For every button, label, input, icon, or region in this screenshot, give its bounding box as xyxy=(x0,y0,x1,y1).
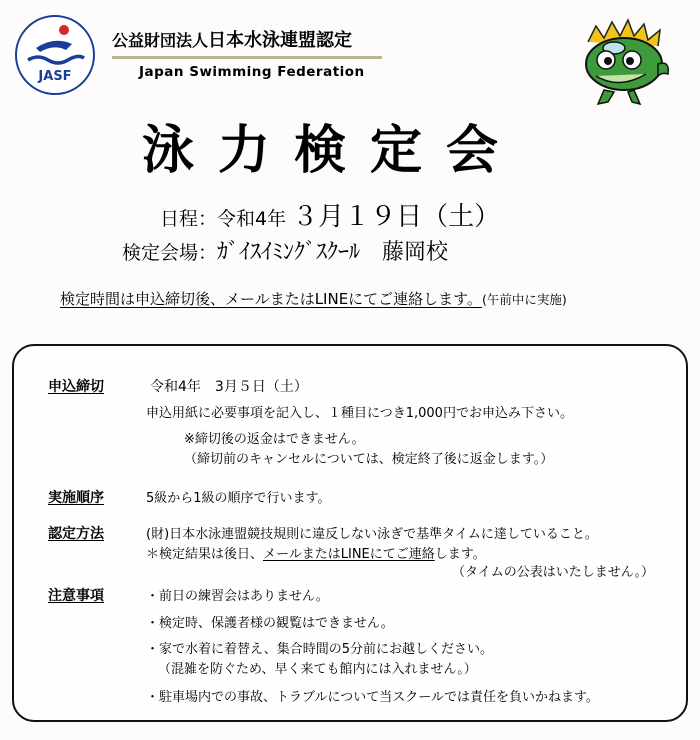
notice-note: (午前中に実施) xyxy=(481,292,567,307)
method-results-contact: メールまたはLINEにてご連絡 xyxy=(263,547,435,562)
org-name xyxy=(112,26,352,52)
venue-name: ｶﾞｲｽｲﾐﾝｸﾞｽｸｰﾙ 藤岡校 xyxy=(217,240,449,265)
deadline-date: 令和4年 3月５日（土） xyxy=(150,379,308,395)
page-title: 泳力検定会 xyxy=(141,121,522,181)
notice-line xyxy=(60,288,567,309)
schedule-date: ３月１９日（土） xyxy=(292,202,501,232)
method-criteria: (財)日本水泳連盟競技規則に違反しない泳ぎで基準タイムに達していること。 xyxy=(146,527,598,542)
jasf-logo xyxy=(14,14,96,96)
schedule-label: 日程： xyxy=(160,208,218,230)
method-results-post: します。 xyxy=(434,547,486,562)
caution-item: ・前日の練習会はありません。 xyxy=(146,589,329,604)
header-rule xyxy=(112,56,382,59)
method-results-note xyxy=(146,543,486,562)
method-label: 認定方法 xyxy=(48,526,104,542)
kappa-mascot-illustration xyxy=(574,16,674,108)
schedule-line xyxy=(160,196,500,233)
caution-item: ・家で水着に着替え、集合時間の5分前にお越しください。 xyxy=(146,642,494,657)
org-certification: 日本水泳連盟認定 xyxy=(208,30,353,51)
deadline-refund-note: ※締切後の返金はできません。 xyxy=(184,432,365,447)
venue-label: 検定会場： xyxy=(122,242,218,264)
order-text: 5級から1級の順序で行います。 xyxy=(146,491,331,506)
cautions-label: 注意事項 xyxy=(48,588,104,604)
caution-item: ・検定時、保護者様の観覧はできません。 xyxy=(146,616,394,631)
order-label: 実施順序 xyxy=(48,490,104,506)
caution-subnote: （混雑を防ぐため、早く来ても館内には入れません。） xyxy=(158,662,477,677)
logo-text: JASF xyxy=(38,69,72,84)
deadline-cancel-note: （締切前のキャンセルについては、検定終了後に返金します。） xyxy=(184,452,554,467)
venue-line xyxy=(122,235,448,266)
method-time-note: （タイムの公表はいたしません。） xyxy=(452,565,655,580)
deadline-instructions: 申込用紙に必要事項を記入し、１種目につき1,000円でお申込み下さい。 xyxy=(146,406,573,421)
caution-item: ・駐車場内での事故、トラブルについて当スクールでは責任を負いかねます。 xyxy=(146,690,599,705)
deadline-label: 申込締切 xyxy=(48,379,104,395)
org-prefix: 公益財団法人 xyxy=(112,31,209,50)
schedule-era: 令和4年 xyxy=(217,208,287,230)
org-english: Japan Swimming Federation xyxy=(139,64,365,80)
notice-main: 検定時間は申込締切後、メールまたはLINEにてご連絡します。 xyxy=(60,290,482,308)
method-results-pre: ＊検定結果は後日、 xyxy=(146,547,264,562)
